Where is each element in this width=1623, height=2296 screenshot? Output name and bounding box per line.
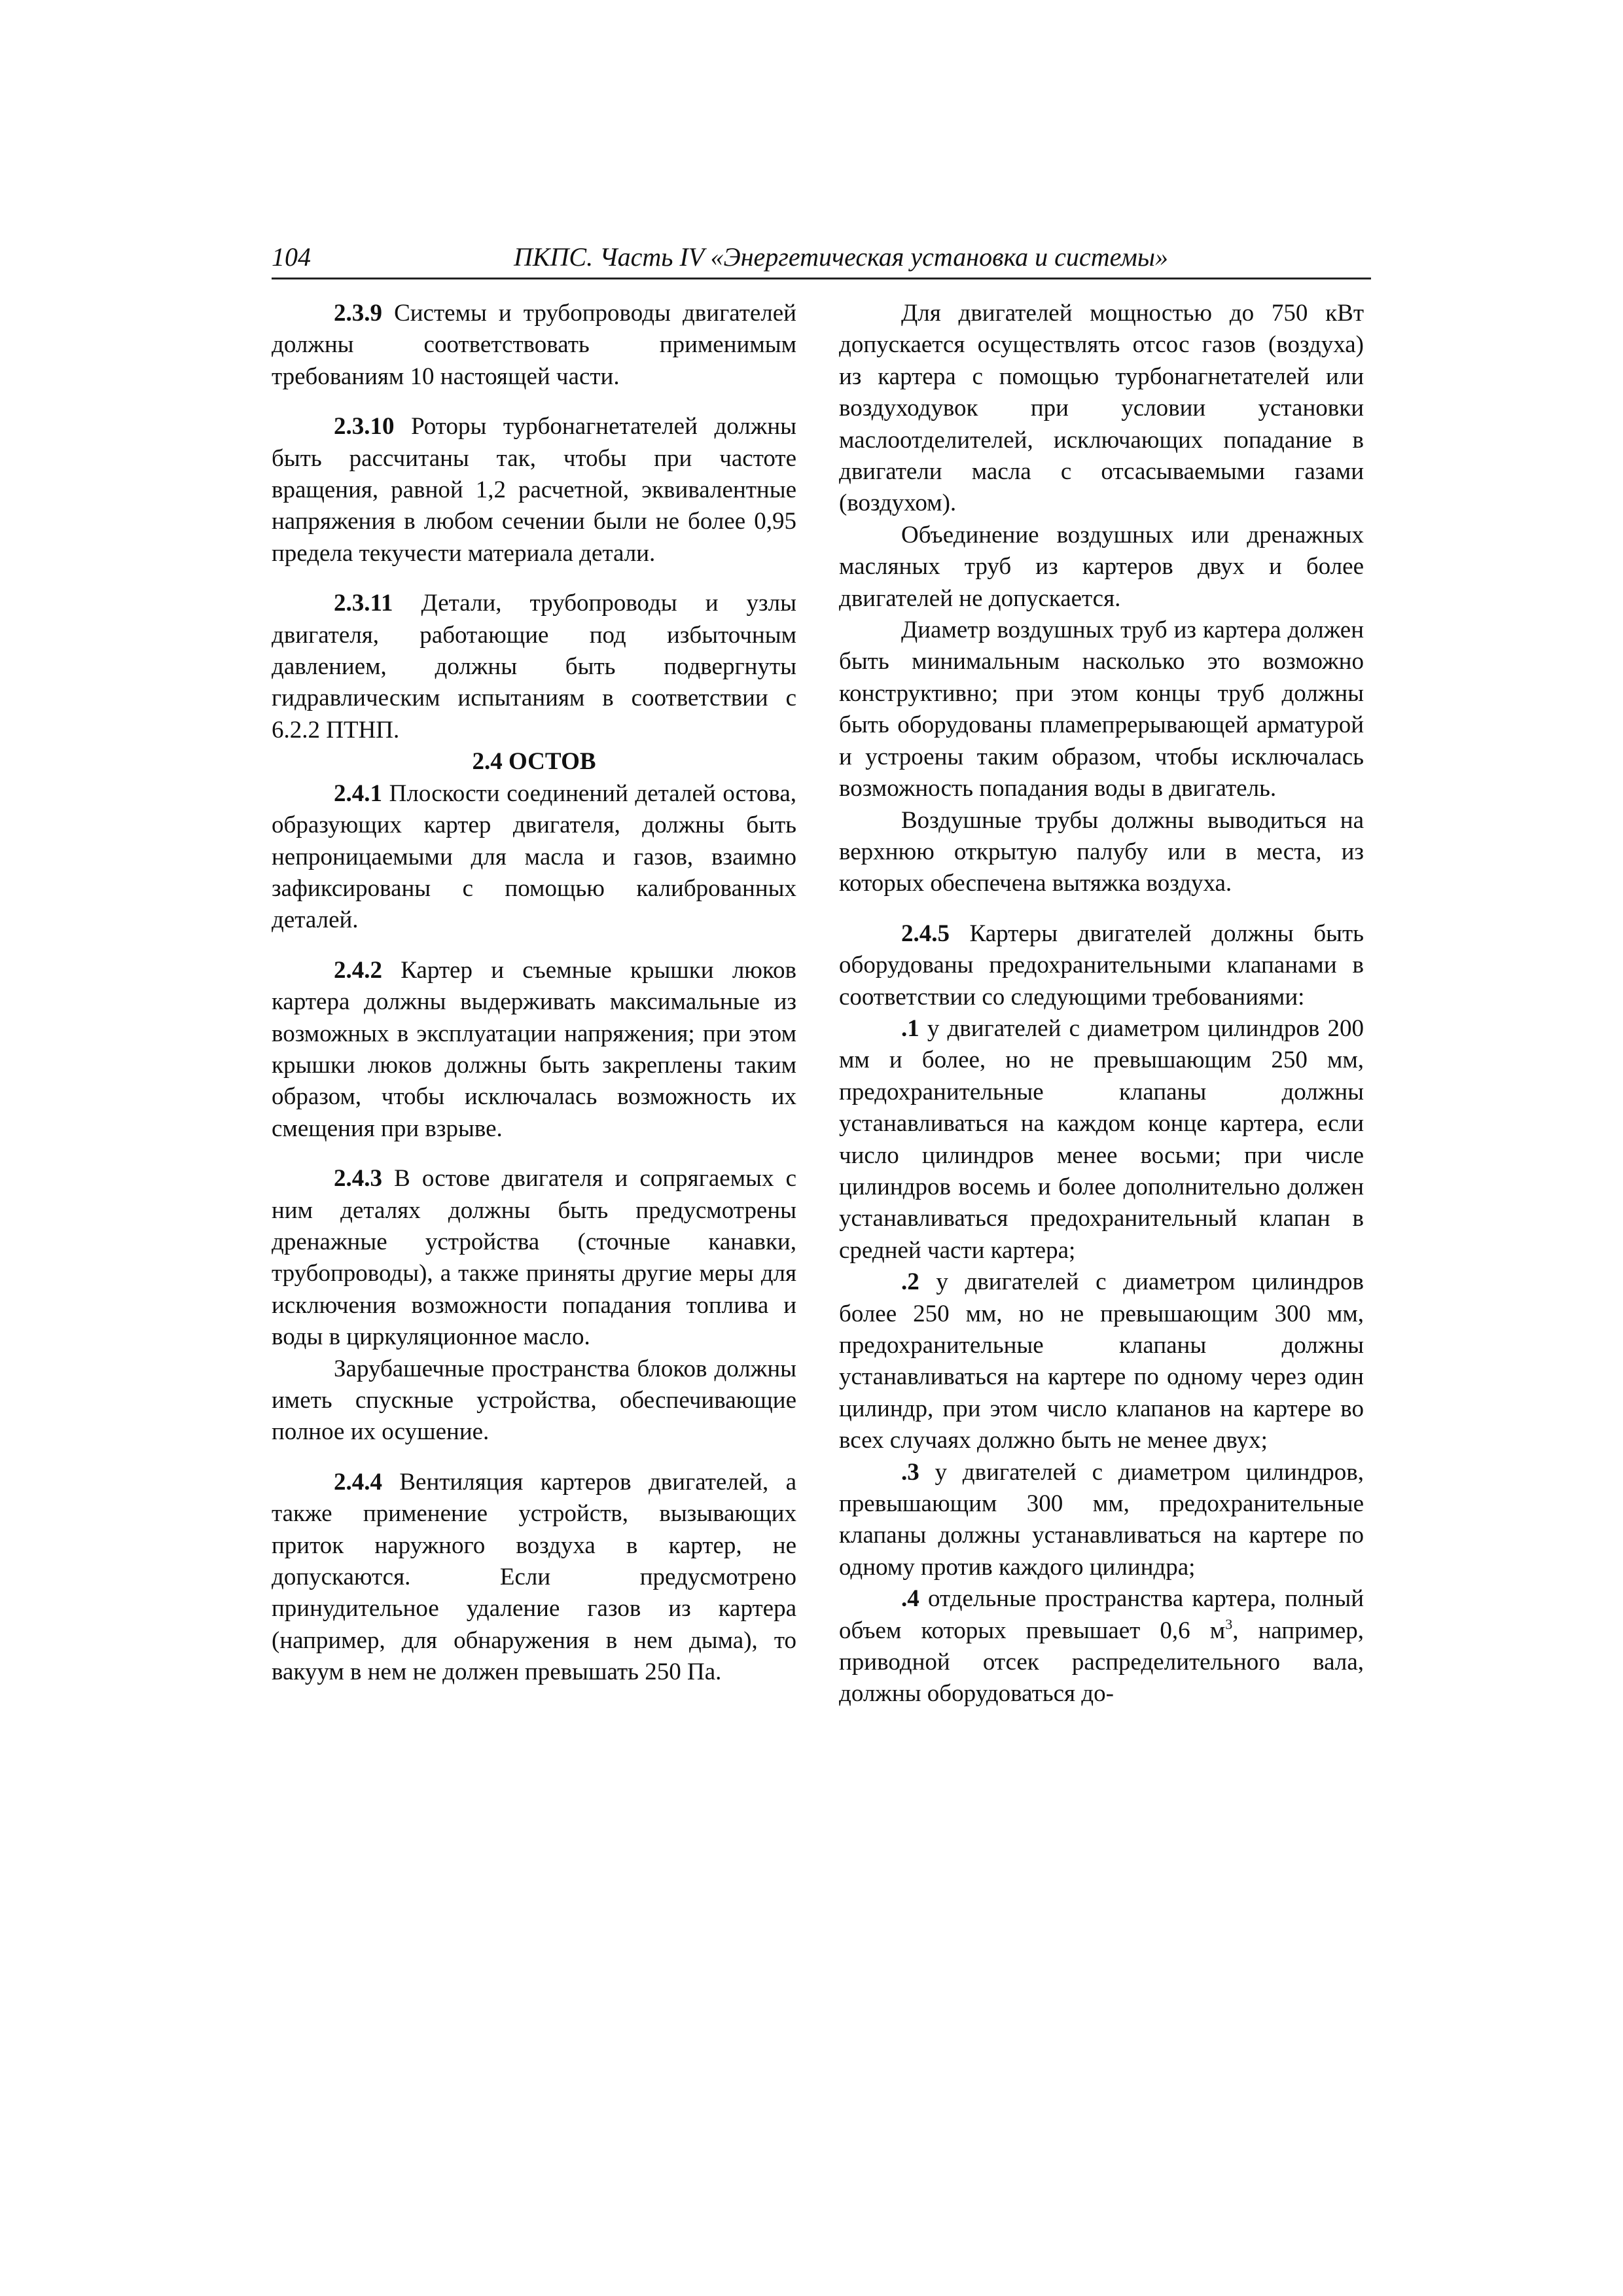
clause-number: 2.4.4	[334, 1468, 382, 1496]
paragraph-2-4-3	[272, 1163, 796, 1353]
paragraph-text: Картер и съемные крышки люков картера должны выдерживать максимальные из возможных в эксплуатации напряжения; при этом крышки люков должны быть закреплены таким образом, чтобы исключалась возможность их смещения при взрыве.	[272, 956, 796, 1142]
paragraph-pipe-outlet: Воздушные трубы должны выводиться на верхнюю открытую палубу или в места, из которых обеспечена вытяжка воздуха.	[839, 806, 1364, 897]
paragraph-2-4-4	[272, 1467, 796, 1689]
list-item-1	[839, 1013, 1364, 1266]
paragraph-2-4-1	[272, 778, 796, 937]
section-title: 2.4 ОСТОВ	[472, 748, 596, 776]
clause-number: 2.3.10	[334, 413, 395, 440]
paragraph-2-4-2	[272, 955, 796, 1145]
clause-number: 2.4.3	[334, 1165, 382, 1193]
list-item-4	[839, 1583, 1364, 1710]
paragraph-pipe-diameter: Диаметр воздушных труб из картера должен быть минимальным насколько это возможно конструктивно; при этом концы труб должны быть оборудованы пламепрерывающей арматурой и устроены таким образом, чтобы исключалась возможность попадания воды в двигатель.	[839, 617, 1364, 802]
paragraph-text: Вентиляция картеров двигателей, а также применение устройств, вызывающих приток наружного воздуха в картер, не допускаются. Если предусмотрено принудительное удаление газов из картера (например, для обнаружения в нем дыма), то вакуум в нем не должен превышать 250 Па.	[272, 1468, 796, 1686]
paragraph-2-3-9	[272, 298, 796, 393]
item-number: .2	[901, 1268, 919, 1296]
page-number: 104	[272, 242, 311, 272]
paragraph-text: Плоскости соединений деталей остова, образующих картер двигателя, должны быть непроницаемыми для масла и газов, взаимно зафиксированы с помощью калиброванных деталей.	[272, 780, 796, 934]
page-header	[272, 237, 1371, 279]
paragraph-text: Системы и трубопроводы двигателей должны соответствовать применимым требованиям 10 настоящей части.	[272, 300, 796, 390]
item-number: .4	[901, 1585, 919, 1613]
paragraph-text: Роторы турбонагнетателей должны быть рассчитаны так, чтобы при частоте вращения, равной 1,2 расчетной, эквивалентные напряжения в любом сечении были не более 0,95 предела текучести материала детали.	[272, 413, 796, 567]
clause-number: 2.3.11	[334, 590, 393, 617]
paragraph-pipe-merging: Объединение воздушных или дренажных масляных труб из картеров двух и более двигателей не допускается.	[839, 521, 1364, 612]
paragraph-2-4-5	[839, 918, 1364, 1013]
item-text: у двигателей с диаметром цилиндров, превышающим 300 мм, предохранительные клапаны должны устанавливаться на картере по одному против каждого цилиндра;	[839, 1458, 1364, 1581]
superscript: 3	[1225, 1615, 1233, 1632]
item-text-continued: , например, приводной отсек распределительного вала, должны оборудоваться до-	[839, 1617, 1364, 1708]
item-text: отдельные пространства картера, полный объем которых превышает 0,6 м	[839, 1585, 1364, 1644]
paragraph-crankcase-suction: Для двигателей мощностью до 750 кВт допускается осуществлять отсос газов (воздуха) из картера с помощью турбонагнетателей или воздуходувок при условии установки маслоотделителей, исключающих попадание в двигатели масла с отсасываемыми газами (воздухом).	[839, 300, 1364, 517]
paragraph-2-3-10	[272, 411, 796, 569]
item-text: у двигателей с диаметром цилиндров 200 мм и более, но не превышающим 250 мм, предохранительные клапаны должны устанавливаться на каждом конце картера, если число цилиндров менее восьми; при числе цилиндров восемь и более дополнительно должен устанавливаться предохранительный клапан в средней части картера;	[839, 1014, 1364, 1264]
right-column	[839, 298, 1364, 1710]
item-number: .3	[901, 1458, 919, 1486]
list-item-3	[839, 1457, 1364, 1584]
clause-number: 2.4.5	[901, 920, 950, 947]
paragraph-text: В остове двигателя и сопрягаемых с ним деталях должны быть предусмотрены дренажные устройства (сточные канавки, трубопроводы), а также приняты другие меры для исключения возможности попадания топлива и воды в циркуляционное масло.	[272, 1165, 796, 1351]
clause-number: 2.4.1	[334, 780, 382, 807]
paragraph-text: Детали, трубопроводы и узлы двигателя, работающие под избыточным давлением, должны быть подвергнуты гидравлическим испытаниям в соответствии с 6.2.2 ПТНП.	[272, 590, 796, 744]
list-item-2	[839, 1266, 1364, 1456]
clause-number: 2.3.9	[334, 300, 382, 327]
paragraph-text: Картеры двигателей должны быть оборудованы предохранительными клапанами в соответствии со следующими требованиями:	[839, 920, 1364, 1011]
item-text: у двигателей с диаметром цилиндров более 250 мм, но не превышающим 300 мм, предохранительные клапаны должны устанавливаться на картере по одному через один цилиндр, при этом число клапанов на картере во всех случаях должно быть не менее двух;	[839, 1268, 1364, 1454]
left-column	[272, 298, 796, 1689]
paragraph-2-4-3-continued: Зарубашечные пространства блоков должны иметь спускные устройства, обеспечивающие полное их осушение.	[272, 1355, 796, 1446]
paragraph-2-3-11	[272, 588, 796, 746]
clause-number: 2.4.2	[334, 956, 382, 984]
item-number: .1	[901, 1014, 919, 1042]
running-title: ПКПС. Часть IV «Энергетическая установка и системы»	[514, 242, 1168, 272]
